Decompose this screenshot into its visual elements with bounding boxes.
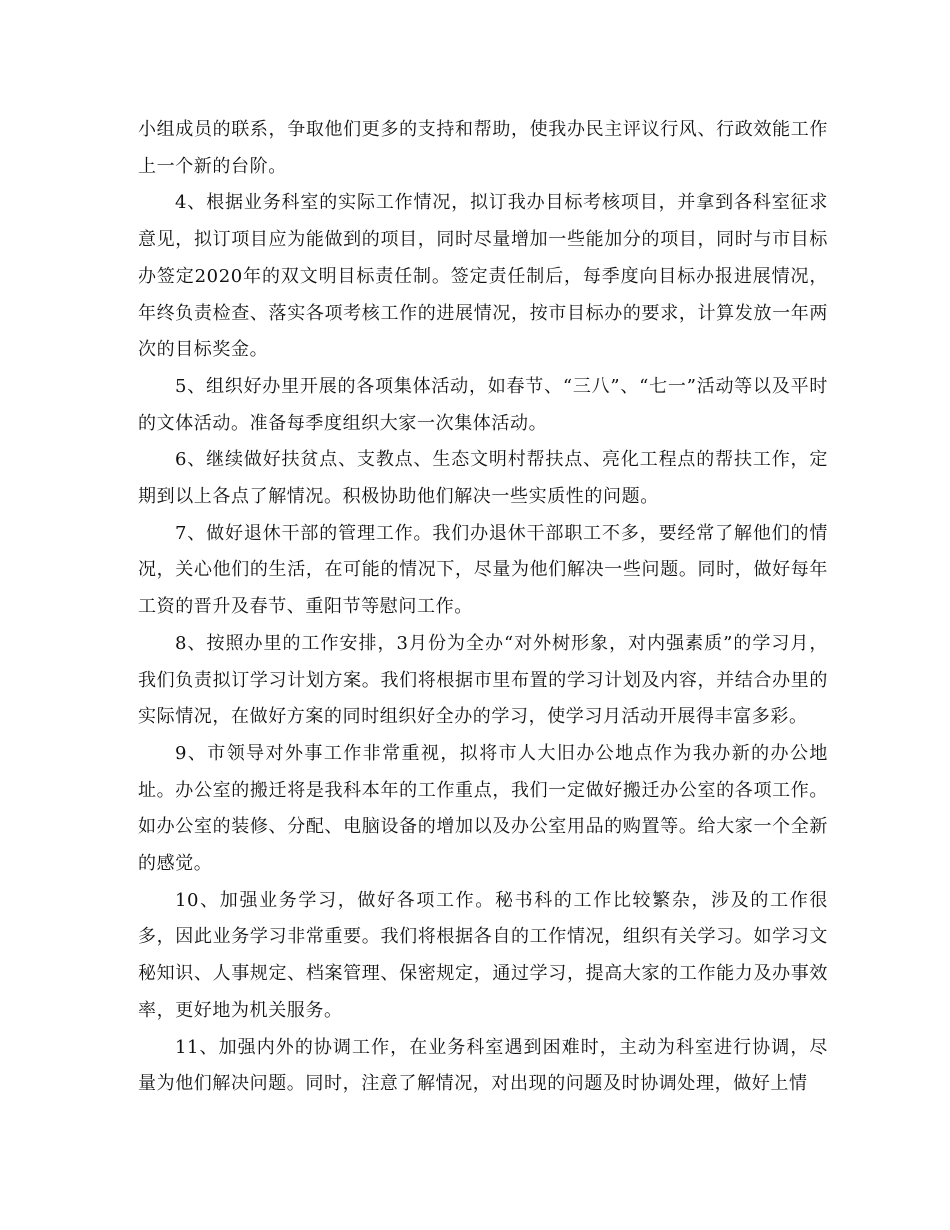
paragraph-item-5: 5、组织好办里开展的各项集体活动，如春节、“三八”、“七一”活动等以及平时的文体活动。准备每季度组织大家一次集体活动。 [138,375,828,434]
paragraph-item-7: 7、做好退休干部的管理工作。我们办退休干部职工不多，要经常了解他们的情况，关心他们的生活，在可能的情况下，尽量为他们解决一些问题。同时，做好每年工资的晋升及春节、重阳节等慰问工作。 [138,522,828,618]
paragraph-item-4: 4、根据业务科室的实际工作情况，拟订我办目标考核项目，并拿到各科室征求意见，拟订项目应为能做到的项目，同时尽量增加一些能加分的项目，同时与市目标办签定2020年的双文明目标责任制。签定责任制后，每季度向目标办报进展情况，年终负责检查、落实各项考核工作的进展情况，按市目标办的要求，计算发放一年两次的目标奖金。 [138,192,828,361]
paragraph-continuation: 小组成员的联系，争取他们更多的支持和帮助，使我办民主评议行风、行政效能工作上一个新的台阶。 [138,119,828,177]
paragraph-item-11: 11、加强内外的协调工作，在业务科室遇到困难时，主动为科室进行协调，尽量为他们解决问题。同时，注意了解情况，对出现的问题及时协调处理，做好上情 [138,1036,828,1095]
document-page [138,112,828,1103]
paragraph-item-6: 6、继续做好扶贫点、支教点、生态文明村帮扶点、亮化工程点的帮扶工作，定期到以上各点了解情况。积极协助他们解决一些实质性的问题。 [138,449,828,508]
paragraph-item-10: 10、加强业务学习，做好各项工作。秘书科的工作比较繁杂，涉及的工作很多，因此业务学习非常重要。我们将根据各自的工作情况，组织有关学习。如学习文秘知识、人事规定、档案管理、保密规定，通过学习，提高大家的工作能力及办事效率，更好地为机关服务。 [138,889,828,1021]
paragraph-item-8: 8、按照办里的工作安排，3月份为全办“对外树形象，对内强素质”的学习月，我们负责拟订学习计划方案。我们将根据市里布置的学习计划及内容，并结合办里的实际情况，在做好方案的同时组织好全办的学习，使学习月活动开展得丰富多彩。 [138,632,828,728]
paragraph-item-9: 9、市领导对外事工作非常重视，拟将市人大旧办公地点作为我办新的办公地址。办公室的搬迁将是我科本年的工作重点，我们一定做好搬迁办公室的各项工作。如办公室的装修、分配、电脑设备的增加以及办公室用品的购置等。给大家一个全新的感觉。 [138,742,828,875]
